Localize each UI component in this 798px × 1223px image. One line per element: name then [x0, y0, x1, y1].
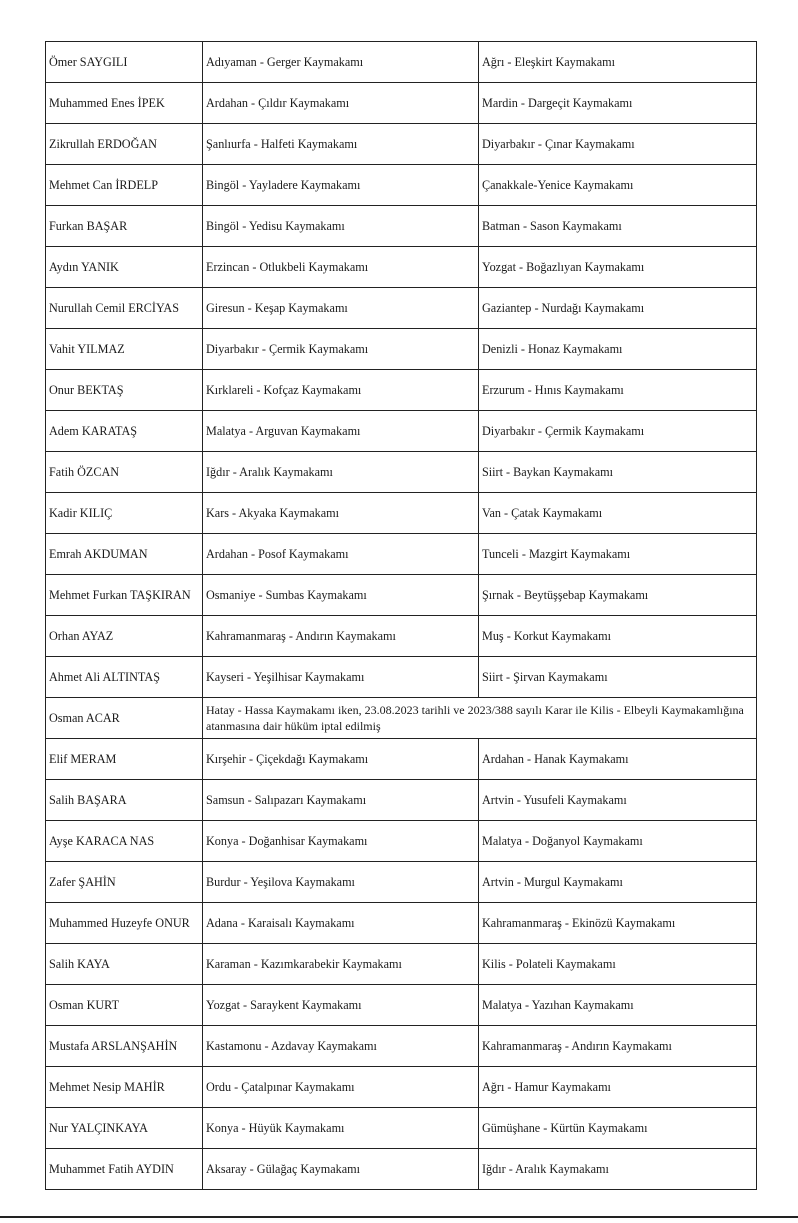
official-name-cell: Orhan AYAZ	[46, 616, 203, 657]
official-name-cell: Zafer ŞAHİN	[46, 862, 203, 903]
current-post-cell: Samsun - Salıpazarı Kaymakamı	[203, 780, 479, 821]
current-post-cell: Yozgat - Saraykent Kaymakamı	[203, 985, 479, 1026]
current-post-cell: Diyarbakır - Çermik Kaymakamı	[203, 329, 479, 370]
current-post-cell: Iğdır - Aralık Kaymakamı	[203, 452, 479, 493]
official-name-cell: Kadir KILIÇ	[46, 493, 203, 534]
current-post-cell: Giresun - Keşap Kaymakamı	[203, 288, 479, 329]
new-post-cell: Yozgat - Boğazlıyan Kaymakamı	[479, 247, 757, 288]
current-post-cell: Bingöl - Yayladere Kaymakamı	[203, 165, 479, 206]
table-row	[46, 698, 757, 739]
table-row	[46, 821, 757, 862]
new-post-cell: Van - Çatak Kaymakamı	[479, 493, 757, 534]
current-post-cell: Kayseri - Yeşilhisar Kaymakamı	[203, 657, 479, 698]
new-post-cell: Ağrı - Eleşkirt Kaymakamı	[479, 42, 757, 83]
current-post-cell: Şanlıurfa - Halfeti Kaymakamı	[203, 124, 479, 165]
new-post-cell: Tunceli - Mazgirt Kaymakamı	[479, 534, 757, 575]
current-post-cell: Ardahan - Posof Kaymakamı	[203, 534, 479, 575]
new-post-cell: Kahramanmaraş - Ekinözü Kaymakamı	[479, 903, 757, 944]
table-row	[46, 83, 757, 124]
current-post-cell: Bingöl - Yedisu Kaymakamı	[203, 206, 479, 247]
page-bottom-rule	[0, 1216, 798, 1218]
current-post-cell: Ordu - Çatalpınar Kaymakamı	[203, 1067, 479, 1108]
table-row	[46, 288, 757, 329]
new-post-cell: Artvin - Yusufeli Kaymakamı	[479, 780, 757, 821]
table-row	[46, 124, 757, 165]
new-post-cell: Denizli - Honaz Kaymakamı	[479, 329, 757, 370]
table-row	[46, 739, 757, 780]
official-name-cell: Mehmet Nesip MAHİR	[46, 1067, 203, 1108]
new-post-cell: Çanakkale-Yenice Kaymakamı	[479, 165, 757, 206]
official-name-cell: Muhammed Enes İPEK	[46, 83, 203, 124]
new-post-cell: Ağrı - Hamur Kaymakamı	[479, 1067, 757, 1108]
table-row	[46, 1149, 757, 1190]
official-name-cell: Muhammed Huzeyfe ONUR	[46, 903, 203, 944]
official-name-cell: Zikrullah ERDOĞAN	[46, 124, 203, 165]
current-post-cell: Osmaniye - Sumbas Kaymakamı	[203, 575, 479, 616]
table-row	[46, 903, 757, 944]
current-post-cell: Ardahan - Çıldır Kaymakamı	[203, 83, 479, 124]
current-post-cell: Kırşehir - Çiçekdağı Kaymakamı	[203, 739, 479, 780]
current-post-cell: Konya - Doğanhisar Kaymakamı	[203, 821, 479, 862]
official-name-cell: Aydın YANIK	[46, 247, 203, 288]
new-post-cell: Gaziantep - Nurdağı Kaymakamı	[479, 288, 757, 329]
table-row	[46, 247, 757, 288]
table-row	[46, 944, 757, 985]
current-post-cell: Adana - Karaisalı Kaymakamı	[203, 903, 479, 944]
table-row	[46, 575, 757, 616]
official-name-cell: Elif MERAM	[46, 739, 203, 780]
new-post-cell: Siirt - Şirvan Kaymakamı	[479, 657, 757, 698]
official-name-cell: Mehmet Can İRDELP	[46, 165, 203, 206]
table-row	[46, 493, 757, 534]
new-post-cell: Batman - Sason Kaymakamı	[479, 206, 757, 247]
current-post-cell: Kars - Akyaka Kaymakamı	[203, 493, 479, 534]
new-post-cell: Mardin - Dargeçit Kaymakamı	[479, 83, 757, 124]
table-row	[46, 862, 757, 903]
current-post-cell: Aksaray - Gülağaç Kaymakamı	[203, 1149, 479, 1190]
official-name-cell: Mustafa ARSLANŞAHİN	[46, 1026, 203, 1067]
official-name-cell: Fatih ÖZCAN	[46, 452, 203, 493]
table-row	[46, 534, 757, 575]
new-post-cell: Iğdır - Aralık Kaymakamı	[479, 1149, 757, 1190]
current-post-cell: Erzincan - Otlukbeli Kaymakamı	[203, 247, 479, 288]
new-post-cell: Diyarbakır - Çermik Kaymakamı	[479, 411, 757, 452]
table-row	[46, 206, 757, 247]
new-post-cell: Kilis - Polateli Kaymakamı	[479, 944, 757, 985]
official-name-cell: Osman KURT	[46, 985, 203, 1026]
official-name-cell: Adem KARATAŞ	[46, 411, 203, 452]
official-name-cell: Nurullah Cemil ERCİYAS	[46, 288, 203, 329]
official-name-cell: Nur YALÇINKAYA	[46, 1108, 203, 1149]
official-name-cell: Ayşe KARACA NAS	[46, 821, 203, 862]
table-row	[46, 370, 757, 411]
table-row	[46, 452, 757, 493]
table-row	[46, 616, 757, 657]
new-post-cell: Muş - Korkut Kaymakamı	[479, 616, 757, 657]
new-post-cell: Gümüşhane - Kürtün Kaymakamı	[479, 1108, 757, 1149]
new-post-cell: Şırnak - Beytüşşebap Kaymakamı	[479, 575, 757, 616]
new-post-cell: Diyarbakır - Çınar Kaymakamı	[479, 124, 757, 165]
table-row	[46, 165, 757, 206]
table-row	[46, 780, 757, 821]
new-post-cell: Kahramanmaraş - Andırın Kaymakamı	[479, 1026, 757, 1067]
official-name-cell: Furkan BAŞAR	[46, 206, 203, 247]
table-row	[46, 42, 757, 83]
official-name-cell: Salih KAYA	[46, 944, 203, 985]
new-post-cell: Artvin - Murgul Kaymakamı	[479, 862, 757, 903]
table-row	[46, 657, 757, 698]
official-name-cell: Onur BEKTAŞ	[46, 370, 203, 411]
current-post-cell: Burdur - Yeşilova Kaymakamı	[203, 862, 479, 903]
new-post-cell: Malatya - Doğanyol Kaymakamı	[479, 821, 757, 862]
table-row	[46, 1026, 757, 1067]
new-post-cell: Malatya - Yazıhan Kaymakamı	[479, 985, 757, 1026]
official-name-cell: Salih BAŞARA	[46, 780, 203, 821]
current-post-cell: Kastamonu - Azdavay Kaymakamı	[203, 1026, 479, 1067]
appointments-table	[45, 41, 757, 1190]
official-name-cell: Mehmet Furkan TAŞKIRAN	[46, 575, 203, 616]
current-post-cell: Konya - Hüyük Kaymakamı	[203, 1108, 479, 1149]
official-name-cell: Emrah AKDUMAN	[46, 534, 203, 575]
current-post-cell: Karaman - Kazımkarabekir Kaymakamı	[203, 944, 479, 985]
table-row	[46, 1067, 757, 1108]
official-name-cell: Vahit YILMAZ	[46, 329, 203, 370]
note-cell: Hatay - Hassa Kaymakamı iken, 23.08.2023 tarihli ve 2023/388 sayılı Karar ile Kilis - Elbeyli Kaymakamlığına atanmasına dair hüküm iptal edilmiş	[203, 698, 757, 739]
new-post-cell: Siirt - Baykan Kaymakamı	[479, 452, 757, 493]
table-row	[46, 1108, 757, 1149]
new-post-cell: Erzurum - Hınıs Kaymakamı	[479, 370, 757, 411]
current-post-cell: Kırklareli - Kofçaz Kaymakamı	[203, 370, 479, 411]
table-body	[46, 42, 757, 1190]
table-row	[46, 985, 757, 1026]
official-name-cell: Osman ACAR	[46, 698, 203, 739]
current-post-cell: Adıyaman - Gerger Kaymakamı	[203, 42, 479, 83]
current-post-cell: Kahramanmaraş - Andırın Kaymakamı	[203, 616, 479, 657]
table-row	[46, 329, 757, 370]
current-post-cell: Malatya - Arguvan Kaymakamı	[203, 411, 479, 452]
official-name-cell: Muhammet Fatih AYDIN	[46, 1149, 203, 1190]
new-post-cell: Ardahan - Hanak Kaymakamı	[479, 739, 757, 780]
official-name-cell: Ömer SAYGILI	[46, 42, 203, 83]
official-name-cell: Ahmet Ali ALTINTAŞ	[46, 657, 203, 698]
table-row	[46, 411, 757, 452]
